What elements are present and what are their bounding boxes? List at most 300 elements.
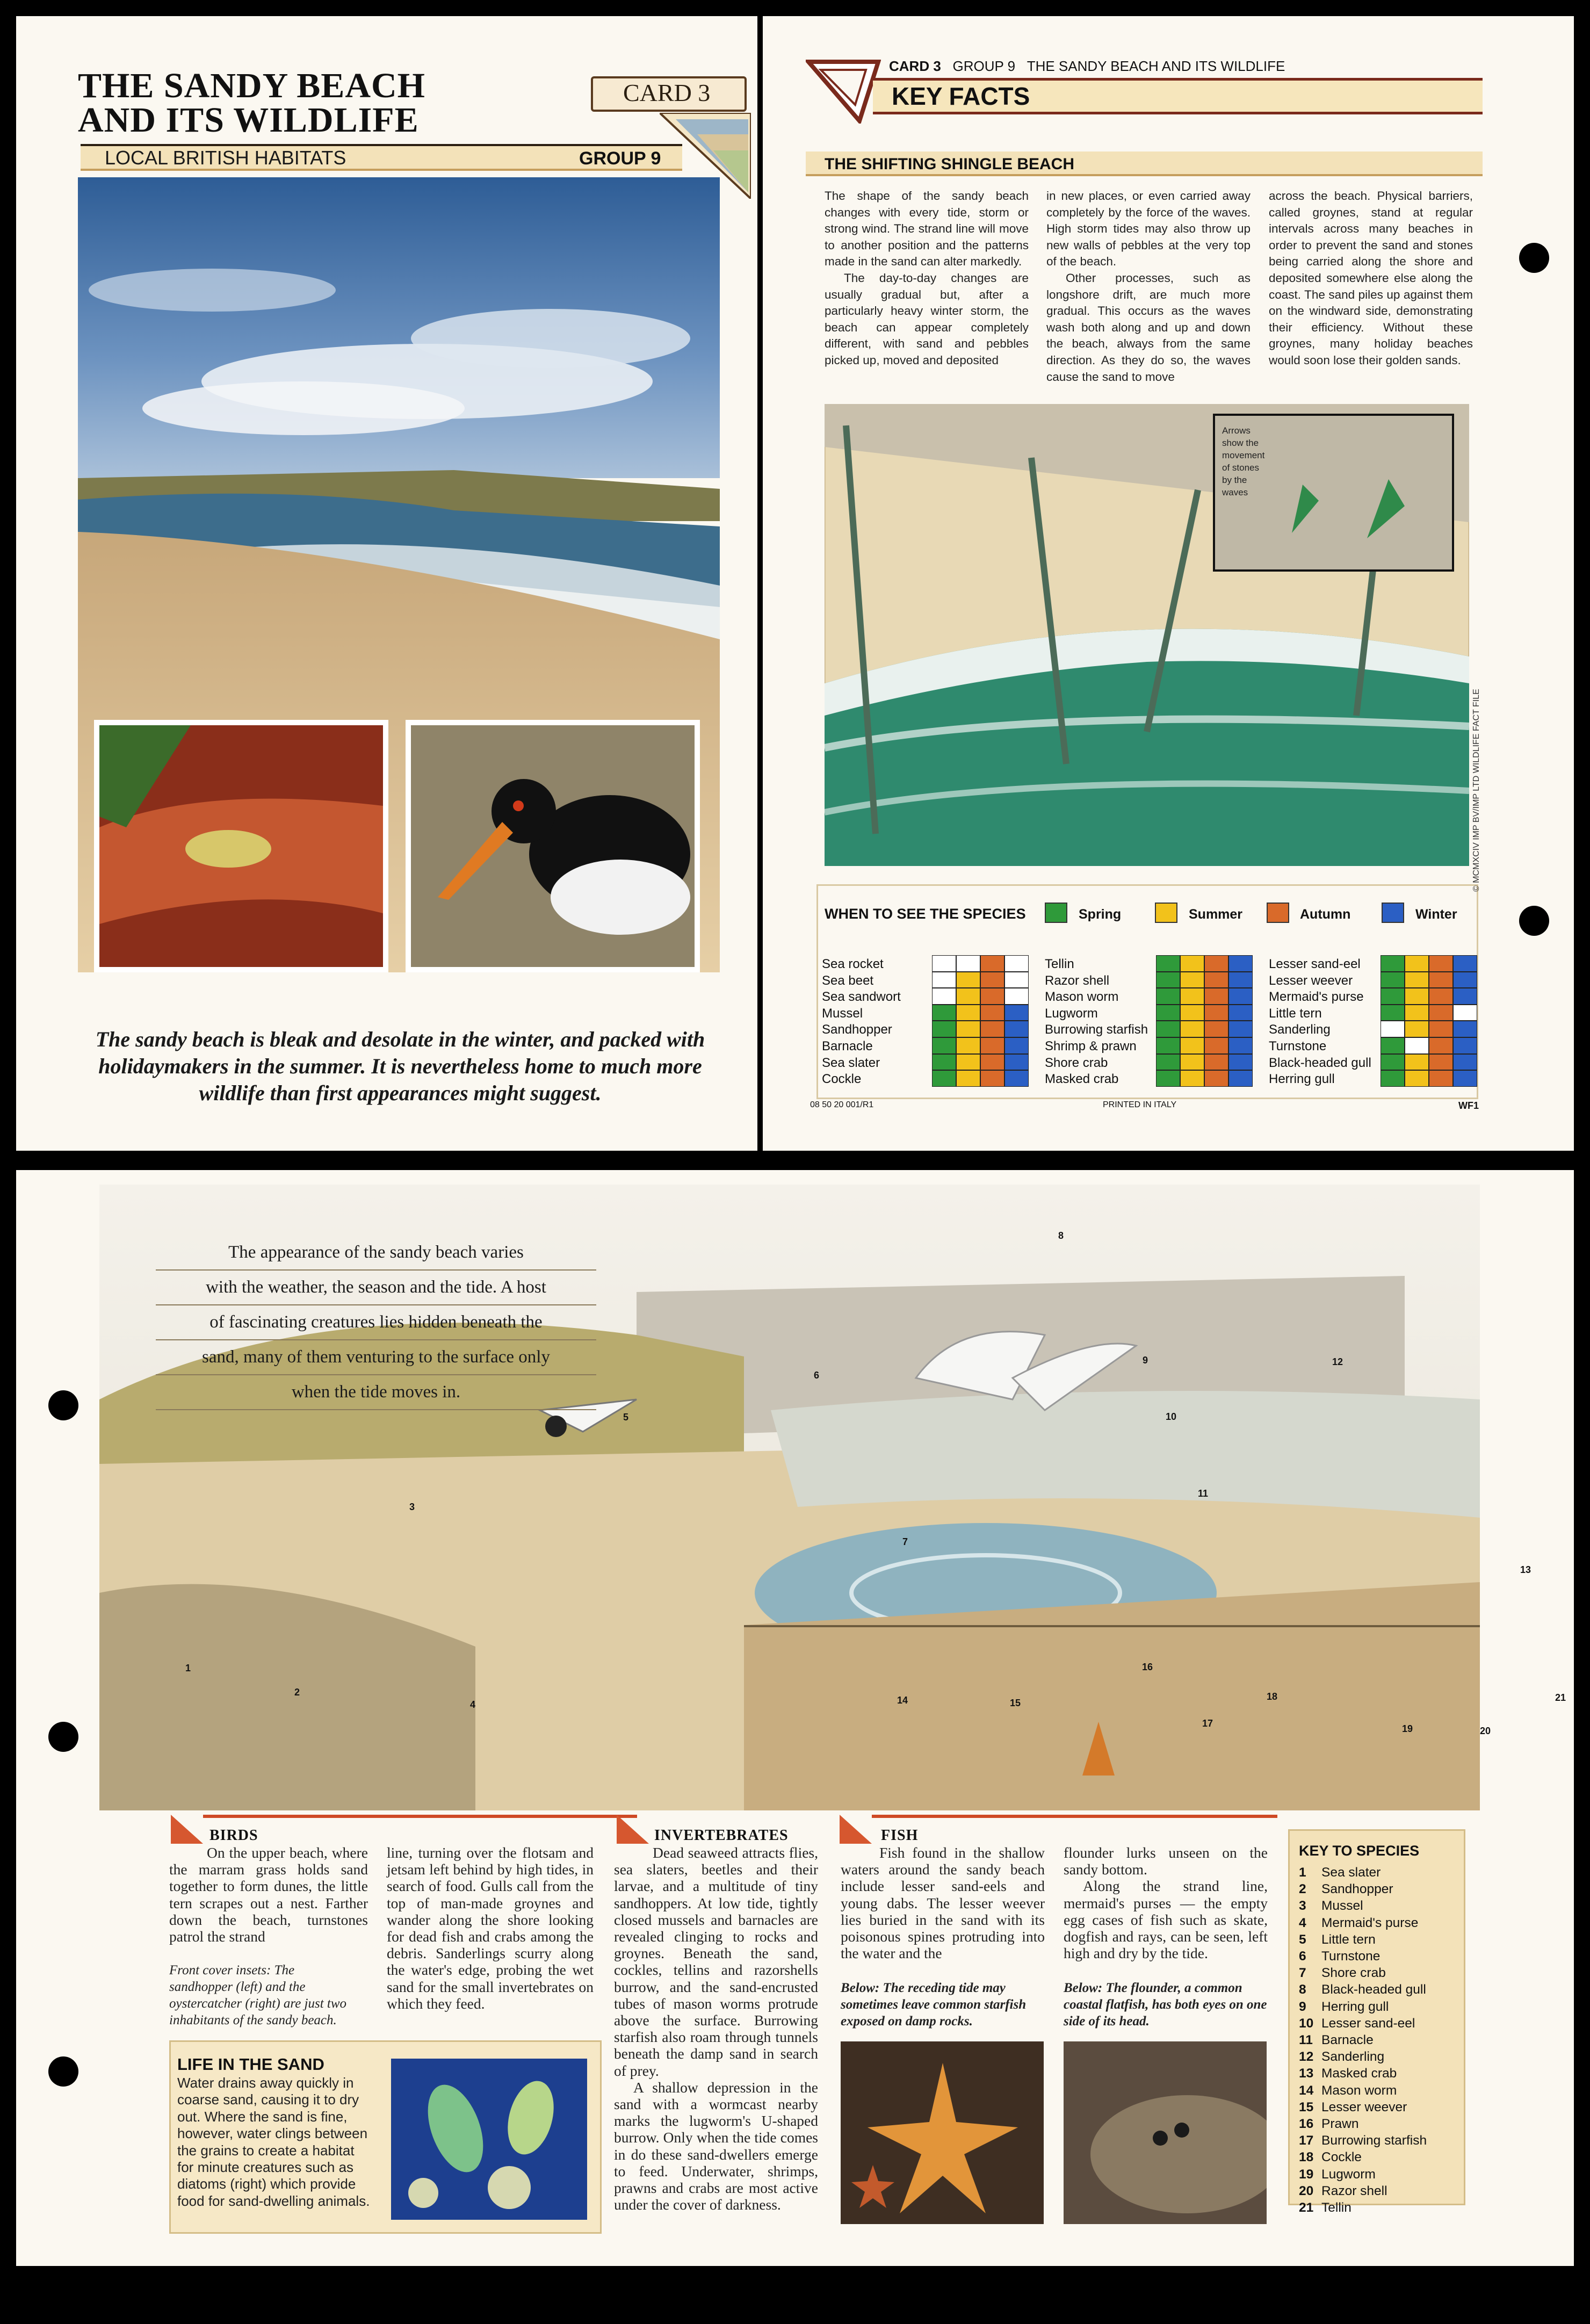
diatoms-photo <box>391 2059 587 2220</box>
key-item <box>1299 2116 1427 2132</box>
scene-number: 16 <box>1142 1662 1153 1672</box>
winter-label: Winter <box>1415 907 1457 922</box>
invertebrates-p1: Dead seaweed attracts flies, sea slaters, beetles and their larvae, and a multitude of tiny sandhoppers. At low tide, tightly closed mussels and barnacles are revealed clinging to rocks and groynes. Beneath the sand, cockles, tellins and razorshells burrow, and the sand-encrusted tubes of mason worms protrude above the surface. Burrowing starfish also roam through tunnels beneath the damp sand in search of prey. <box>614 1844 818 2079</box>
key-item <box>1299 2149 1427 2166</box>
header-card: CARD 3 <box>889 58 941 74</box>
title-line-2: AND ITS WILDLIFE <box>78 100 419 140</box>
fish-col2-p1: flounder lurks unseen on the sandy bottom. <box>1064 1844 1268 1878</box>
season-cell <box>1204 988 1228 1005</box>
key-number: 10 <box>1299 2016 1314 2031</box>
season-cell <box>980 1037 1004 1054</box>
species-name: Lesser sand-eel <box>1269 957 1361 971</box>
season-grid-row <box>1381 1070 1477 1087</box>
species-name: Lesser weever <box>1269 973 1353 988</box>
season-grid-row <box>932 1054 1029 1071</box>
season-cell <box>932 1037 956 1054</box>
season-cell <box>1204 1070 1228 1087</box>
season-cell <box>1204 1005 1228 1021</box>
season-cell <box>1381 1054 1405 1071</box>
season-grid-row <box>932 1037 1029 1054</box>
key-item <box>1299 2099 1427 2116</box>
key-item <box>1299 2183 1427 2199</box>
species-name: Barnacle <box>822 1038 873 1053</box>
season-grid-row <box>1381 1037 1477 1054</box>
species-name: Mussel <box>822 1006 863 1021</box>
species-name: Sea rocket <box>822 957 884 971</box>
key-number: 19 <box>1299 2167 1314 2182</box>
key-number: 20 <box>1299 2183 1314 2198</box>
key-to-species-list <box>1299 1864 1427 2216</box>
season-cell <box>956 1005 980 1021</box>
key-item <box>1299 1881 1427 1897</box>
season-cell <box>980 1021 1004 1037</box>
season-cell <box>1204 972 1228 988</box>
season-cell <box>1381 955 1405 972</box>
running-header <box>889 58 1285 74</box>
key-number: 6 <box>1299 1949 1306 1964</box>
flounder-photo <box>1064 2041 1267 2224</box>
birds-col-2: line, turning over the flotsam and jetsam left behind by high tides, in search of food. Gulls call from the top of man-made groynes and wander along the shore looking for dead fish and crabs among the debris. Sanderlings scurry along the water's edge, probing the wet sand for the small invertebrates on which they feed. <box>387 1844 594 2012</box>
key-number: 18 <box>1299 2150 1314 2165</box>
season-cell <box>1204 1037 1228 1054</box>
season-grid-row <box>932 972 1029 988</box>
season-grid-row <box>1156 1005 1253 1021</box>
season-cell <box>1004 1037 1029 1054</box>
season-cell <box>956 1070 980 1087</box>
season-cell <box>1156 1054 1180 1071</box>
season-cell <box>1180 1021 1204 1037</box>
season-grid-row <box>1156 988 1253 1005</box>
season-grid-row <box>1381 1005 1477 1021</box>
season-cell <box>1405 1037 1429 1054</box>
key-number: 3 <box>1299 1899 1306 1914</box>
scene-number: 2 <box>294 1687 300 1698</box>
season-grid-row <box>1381 1021 1477 1037</box>
season-cell <box>1004 1005 1029 1021</box>
season-grid-row <box>1381 972 1477 988</box>
species-name: Sea sandwort <box>822 990 901 1005</box>
season-cell <box>1180 1070 1204 1087</box>
season-grid-row <box>932 1070 1029 1087</box>
when-to-see-title: WHEN TO SEE THE SPECIES <box>825 906 1026 922</box>
season-cell <box>1004 972 1029 988</box>
autumn-label: Autumn <box>1300 907 1351 922</box>
season-grid-row <box>1156 955 1253 972</box>
scene-number: 19 <box>1402 1723 1413 1734</box>
section-title: THE SHIFTING SHINGLE BEACH <box>825 155 1075 173</box>
key-species-name: Masked crab <box>1321 2066 1397 2081</box>
spring-swatch <box>1045 903 1067 923</box>
invertebrates-p2: A shallow depression in the sand with a wormcast nearby marks the lugworm's U-shaped burrow. Only when the tide comes in do these sand-dwellers emerge to feed. Underwater, shrimps, prawns and crabs are most active under the cover of darkness. <box>614 2078 818 2213</box>
key-species-name: Barnacle <box>1321 2033 1374 2048</box>
header-group: GROUP 9 <box>952 58 1016 74</box>
key-species-name: Mermaid's purse <box>1321 1915 1419 1930</box>
season-cell <box>1228 972 1253 988</box>
scene-number: 21 <box>1555 1692 1566 1703</box>
birds-col-1: On the upper beach, where the marram grass holds sand together to form dunes, the little tern scrapes out a nest. Farther down the beach, turnstones patrol the strand <box>169 1844 368 1945</box>
species-name: Masked crab <box>1045 1072 1119 1087</box>
scene-number: 14 <box>897 1695 908 1706</box>
key-number: 4 <box>1299 1915 1306 1930</box>
key-item <box>1299 1948 1427 1965</box>
season-cell <box>980 988 1004 1005</box>
season-cell <box>932 1021 956 1037</box>
season-cell <box>1180 1005 1204 1021</box>
season-grid-row <box>1381 1054 1477 1071</box>
fish-heading: FISH <box>881 1827 919 1844</box>
key-number: 5 <box>1299 1932 1306 1947</box>
species-name: Cockle <box>822 1072 862 1087</box>
season-grid-row <box>1381 988 1477 1005</box>
scene-number: 9 <box>1143 1355 1148 1366</box>
red-triangle-emblem <box>806 59 881 124</box>
starfish-photo <box>841 2041 1044 2224</box>
season-grid-row <box>932 1005 1029 1021</box>
season-cell <box>1453 1005 1477 1021</box>
season-cell <box>1156 1005 1180 1021</box>
scene-number: 6 <box>814 1370 820 1381</box>
season-cell <box>980 972 1004 988</box>
scene-number: 18 <box>1267 1691 1278 1702</box>
season-cell <box>980 1005 1004 1021</box>
scene-number: 5 <box>623 1412 629 1423</box>
season-cell <box>1204 955 1228 972</box>
season-cell <box>1228 955 1253 972</box>
key-number: 13 <box>1299 2066 1314 2081</box>
key-number: 15 <box>1299 2099 1314 2114</box>
season-cell <box>1405 1021 1429 1037</box>
kf-col1-p1: The shape of the sandy beach changes with every tide, storm or strong wind. The strand line will move to another position and the patterns made in the sand can alter markedly. <box>825 189 1029 269</box>
species-name: Mason worm <box>1045 990 1119 1005</box>
species-name: Sanderling <box>1269 1022 1331 1037</box>
birds-heading: BIRDS <box>209 1827 258 1844</box>
key-species-name: Sanderling <box>1321 2049 1385 2065</box>
kf-col1-p2: The day-to-day changes are usually gradual but, after a particularly heavy winter storm, the beach can appear completely different, with sand and pebbles picked up, moved and deposited <box>825 271 1029 367</box>
key-item <box>1299 1915 1427 1931</box>
oystercatcher-photo <box>406 720 700 972</box>
season-cell <box>932 1070 956 1087</box>
season-cell <box>1405 1070 1429 1087</box>
key-item <box>1299 2032 1427 2048</box>
starfish-caption: Below: The receding tide may sometimes leave common starfish exposed on damp rocks. <box>841 1981 1027 2029</box>
season-cell <box>1381 1005 1405 1021</box>
key-species-name: Little tern <box>1321 1932 1376 1947</box>
species-name: Herring gull <box>1269 1072 1335 1087</box>
key-species-name: Razor shell <box>1321 2183 1387 2198</box>
key-species-name: Sandhopper <box>1321 1882 1393 1897</box>
season-grid-row <box>932 1021 1029 1037</box>
species-name: Shrimp & prawn <box>1045 1038 1137 1053</box>
punch-hole <box>48 1390 78 1420</box>
season-cell <box>1228 1054 1253 1071</box>
key-species-name: Mason worm <box>1321 2083 1397 2098</box>
key-number: 7 <box>1299 1966 1306 1981</box>
key-number: 21 <box>1299 2200 1314 2215</box>
season-cell <box>1453 1054 1477 1071</box>
copyright: © MCMXCIV IMP BV/IMP LTD WILDLIFE FACT FILE <box>1472 689 1481 892</box>
key-number: 2 <box>1299 1882 1306 1897</box>
scene-number: 17 <box>1202 1718 1213 1729</box>
season-cell <box>932 1054 956 1071</box>
punch-hole <box>48 1722 78 1752</box>
intro-line: The appearance of the sandy beach varies <box>156 1236 596 1271</box>
key-item <box>1299 1998 1427 2015</box>
key-item <box>1299 1864 1427 1881</box>
fish-col-2 <box>1064 1844 1268 1961</box>
summer-label: Summer <box>1189 907 1243 922</box>
season-cell <box>1429 955 1453 972</box>
page-title <box>78 66 425 140</box>
key-species-name: Lesser weever <box>1321 2099 1407 2114</box>
season-cell <box>956 972 980 988</box>
species-name: Little tern <box>1269 1006 1322 1021</box>
key-number: 16 <box>1299 2117 1314 2132</box>
season-grid-row <box>932 955 1029 972</box>
key-item <box>1299 2048 1427 2065</box>
species-name: Sandhopper <box>822 1022 892 1037</box>
invertebrates-heading: INVERTEBRATES <box>654 1827 789 1844</box>
season-cell <box>1381 972 1405 988</box>
season-cell <box>1156 955 1180 972</box>
season-cell <box>1429 1005 1453 1021</box>
key-item <box>1299 2132 1427 2149</box>
footer-wf: WF1 <box>1458 1100 1479 1111</box>
season-cell <box>1429 1037 1453 1054</box>
season-cell <box>1453 988 1477 1005</box>
scene-number: 8 <box>1058 1230 1064 1241</box>
season-grid-row <box>932 988 1029 1005</box>
key-species-name: Black-headed gull <box>1321 1982 1426 1997</box>
key-number: 8 <box>1299 1982 1306 1997</box>
key-item <box>1299 2065 1427 2082</box>
scene-number: 7 <box>902 1536 908 1547</box>
season-grid-row <box>1381 955 1477 972</box>
header-title: THE SANDY BEACH AND ITS WILDLIFE <box>1027 58 1285 74</box>
life-in-sand-text: Water drains away quickly in coarse sand, causing it to dry out. Where the sand is fine, however, water clings between the grains to create a habitat for minute creatures such as diatoms (right) which provide food for sand-dwelling animals. <box>177 2075 370 2209</box>
season-cell <box>1429 1054 1453 1071</box>
season-cell <box>1180 1037 1204 1054</box>
species-list-3 <box>1269 956 1371 1088</box>
key-item <box>1299 2199 1427 2216</box>
season-cell <box>932 955 956 972</box>
season-cell <box>956 1054 980 1071</box>
fish-bar <box>872 1815 1277 1818</box>
season-cell <box>1228 1070 1253 1087</box>
intro-line: when the tide moves in. <box>156 1375 596 1410</box>
species-name: Shore crab <box>1045 1055 1108 1070</box>
scene-number: 1 <box>185 1663 191 1673</box>
season-cell <box>1180 955 1204 972</box>
season-cell <box>932 1005 956 1021</box>
key-species-name: Burrowing starfish <box>1321 2133 1427 2148</box>
season-grid-row <box>1156 1054 1253 1071</box>
season-cell <box>1381 988 1405 1005</box>
season-cell <box>1405 1005 1429 1021</box>
season-cell <box>1228 1037 1253 1054</box>
season-grid-row <box>1156 1070 1253 1087</box>
season-cell <box>1453 972 1477 988</box>
season-cell <box>1004 1070 1029 1087</box>
season-cell <box>1453 1070 1477 1087</box>
footer-print: PRINTED IN ITALY <box>1103 1100 1177 1109</box>
groyne-diagram <box>825 404 1469 866</box>
kf-column-3 <box>1269 188 1473 369</box>
key-item <box>1299 1981 1427 1998</box>
season-cell <box>1156 972 1180 988</box>
kf-col3-p1: across the beach. Physical barriers, called groynes, stand at regular intervals across many beaches in order to prevent the sand and stones being carried along the shore and deposited somewhere else along the coast. The sand piles up against them on the windward side, demonstrating their efficiency. Without these groynes, many holiday beaches would soon lose their golden sands. <box>1269 189 1473 367</box>
season-cell <box>1180 972 1204 988</box>
fish-col2-p2: Along the strand line, mermaid's purses — the empty egg cases of fish such as skate, dogfish and rays, can be seen, left high and dry by the tide. <box>1064 1878 1268 1962</box>
season-cell <box>932 972 956 988</box>
season-cell <box>1156 1037 1180 1054</box>
key-species-name: Mussel <box>1321 1899 1363 1914</box>
flounder-caption: Below: The flounder, a common coastal flatfish, has both eyes on one side of its head. <box>1064 1981 1267 2029</box>
species-list-1 <box>822 956 901 1088</box>
scene-number: 11 <box>1198 1488 1209 1499</box>
birds-bar <box>203 1815 637 1818</box>
season-cell <box>980 1070 1004 1087</box>
key-to-species-title: KEY TO SPECIES <box>1299 1843 1420 1859</box>
punch-hole <box>48 2056 78 2087</box>
kf-column-2 <box>1046 188 1251 385</box>
scene-number: 3 <box>409 1502 415 1512</box>
winter-swatch <box>1382 903 1404 923</box>
species-name: Lugworm <box>1045 1006 1098 1021</box>
key-item <box>1299 1897 1427 1914</box>
species-name: Mermaid's purse <box>1269 990 1364 1005</box>
season-cell <box>980 1054 1004 1071</box>
punch-hole <box>1519 243 1549 273</box>
season-cell <box>956 988 980 1005</box>
season-grid-2 <box>1156 955 1253 1087</box>
season-cell <box>1453 1037 1477 1054</box>
species-name: Black-headed gull <box>1269 1055 1371 1070</box>
intro-line: of fascinating creatures lies hidden beneath the <box>156 1305 596 1340</box>
key-item <box>1299 2015 1427 2032</box>
spring-label: Spring <box>1079 907 1122 922</box>
key-species-name: Cockle <box>1321 2150 1362 2165</box>
front-caption: The sandy beach is bleak and desolate in the winter, and packed with holidaymakers in the summer. It is nevertheless home to much more wildlife than first appearances might suggest. <box>95 1027 705 1105</box>
season-grid-row <box>1156 972 1253 988</box>
footer-code: 08 50 20 001/R1 <box>810 1100 874 1109</box>
season-cell <box>1004 988 1029 1005</box>
scene-number: 20 <box>1480 1726 1491 1736</box>
season-cell <box>1429 972 1453 988</box>
season-cell <box>1156 1070 1180 1087</box>
season-cell <box>1228 988 1253 1005</box>
cover-caption: Front cover insets: The sandhopper (left) and the oystercatcher (right) are just two inhabitants of the sandy beach. <box>169 1963 347 2027</box>
key-item <box>1299 1931 1427 1948</box>
key-item <box>1299 2082 1427 2099</box>
key-species-name: Prawn <box>1321 2117 1359 2132</box>
fish-col-1: Fish found in the shallow waters around the sandy beach include lesser sand-eels and young dabs. The lesser weever lies buried in the sand with its poisonous spines protruding into the water and the <box>841 1844 1045 1962</box>
season-cell <box>1180 1054 1204 1071</box>
key-number: 12 <box>1299 2049 1314 2065</box>
key-species-name: Lugworm <box>1321 2167 1376 2182</box>
punch-hole <box>1519 906 1549 936</box>
habitat-label: LOCAL BRITISH HABITATS <box>105 147 346 169</box>
key-species-name: Tellin <box>1321 2200 1352 2215</box>
inset-caption: Arrows show the movement of stones by the waves <box>1222 425 1265 497</box>
season-grid-1 <box>932 955 1029 1087</box>
season-cell <box>956 955 980 972</box>
invertebrates-text <box>614 1844 818 2213</box>
species-name: Sea beet <box>822 973 874 988</box>
season-cell <box>1429 988 1453 1005</box>
intro-line: sand, many of them venturing to the surface only <box>156 1340 596 1375</box>
key-number: 11 <box>1299 2033 1313 2048</box>
card-number: CARD 3 <box>623 79 711 106</box>
season-cell <box>1004 1021 1029 1037</box>
species-name: Tellin <box>1045 957 1074 971</box>
key-number: 1 <box>1299 1865 1306 1880</box>
sandhopper-photo <box>94 720 388 972</box>
key-species-name: Lesser sand-eel <box>1321 2016 1415 2031</box>
key-facts-title: KEY FACTS <box>892 82 1030 110</box>
scene-number: 12 <box>1332 1356 1343 1367</box>
season-cell <box>1453 1021 1477 1037</box>
group-label: GROUP 9 <box>579 148 661 169</box>
scene-number: 13 <box>1520 1564 1531 1575</box>
key-number: 9 <box>1299 1999 1306 2014</box>
season-cell <box>1381 1070 1405 1087</box>
title-line-1: THE SANDY BEACH <box>78 66 425 105</box>
key-item <box>1299 2166 1427 2183</box>
season-cell <box>932 988 956 1005</box>
species-name: Razor shell <box>1045 973 1110 988</box>
season-cell <box>1405 988 1429 1005</box>
season-cell <box>1381 1037 1405 1054</box>
species-name: Turnstone <box>1269 1038 1327 1053</box>
season-cell <box>1204 1021 1228 1037</box>
season-grid-row <box>1156 1021 1253 1037</box>
season-grid-row <box>1156 1037 1253 1054</box>
intro-line: with the weather, the season and the tide. A host <box>156 1271 596 1305</box>
season-cell <box>1156 1021 1180 1037</box>
species-name: Burrowing starfish <box>1045 1022 1148 1037</box>
summer-swatch <box>1155 903 1177 923</box>
kf-col2-p1: in new places, or even carried away completely by the force of the waves. High storm tides may also throw up new walls of pebbles at the very top of the beach. <box>1046 189 1251 269</box>
kf-col2-p2: Other processes, such as longshore drift, are much more gradual. This occurs as the waves wash both along and up and down the beach, always from the same direction. As they do so, the waves cause the sand to move <box>1046 271 1251 384</box>
season-cell <box>1228 1021 1253 1037</box>
season-cell <box>1004 955 1029 972</box>
kf-column-1 <box>825 188 1029 369</box>
season-cell <box>1204 1054 1228 1071</box>
season-cell <box>956 1021 980 1037</box>
species-list-2 <box>1045 956 1148 1088</box>
key-item <box>1299 1965 1427 1981</box>
scene-intro <box>156 1236 596 1410</box>
season-cell <box>1156 988 1180 1005</box>
species-name: Sea slater <box>822 1055 880 1070</box>
season-cell <box>1004 1054 1029 1071</box>
season-cell <box>1405 972 1429 988</box>
key-number: 17 <box>1299 2133 1314 2148</box>
scene-number: 15 <box>1010 1698 1021 1708</box>
season-cell <box>1429 1021 1453 1037</box>
key-number: 14 <box>1299 2083 1314 2098</box>
season-cell <box>1381 1021 1405 1037</box>
key-species-name: Herring gull <box>1321 1999 1389 2014</box>
life-in-sand-title: LIFE IN THE SAND <box>177 2055 324 2074</box>
season-cell <box>1453 955 1477 972</box>
season-cell <box>1180 988 1204 1005</box>
season-cell <box>1429 1070 1453 1087</box>
key-species-name: Sea slater <box>1321 1865 1381 1880</box>
season-cell <box>980 955 1004 972</box>
season-cell <box>1405 955 1429 972</box>
key-species-name: Shore crab <box>1321 1966 1386 1981</box>
